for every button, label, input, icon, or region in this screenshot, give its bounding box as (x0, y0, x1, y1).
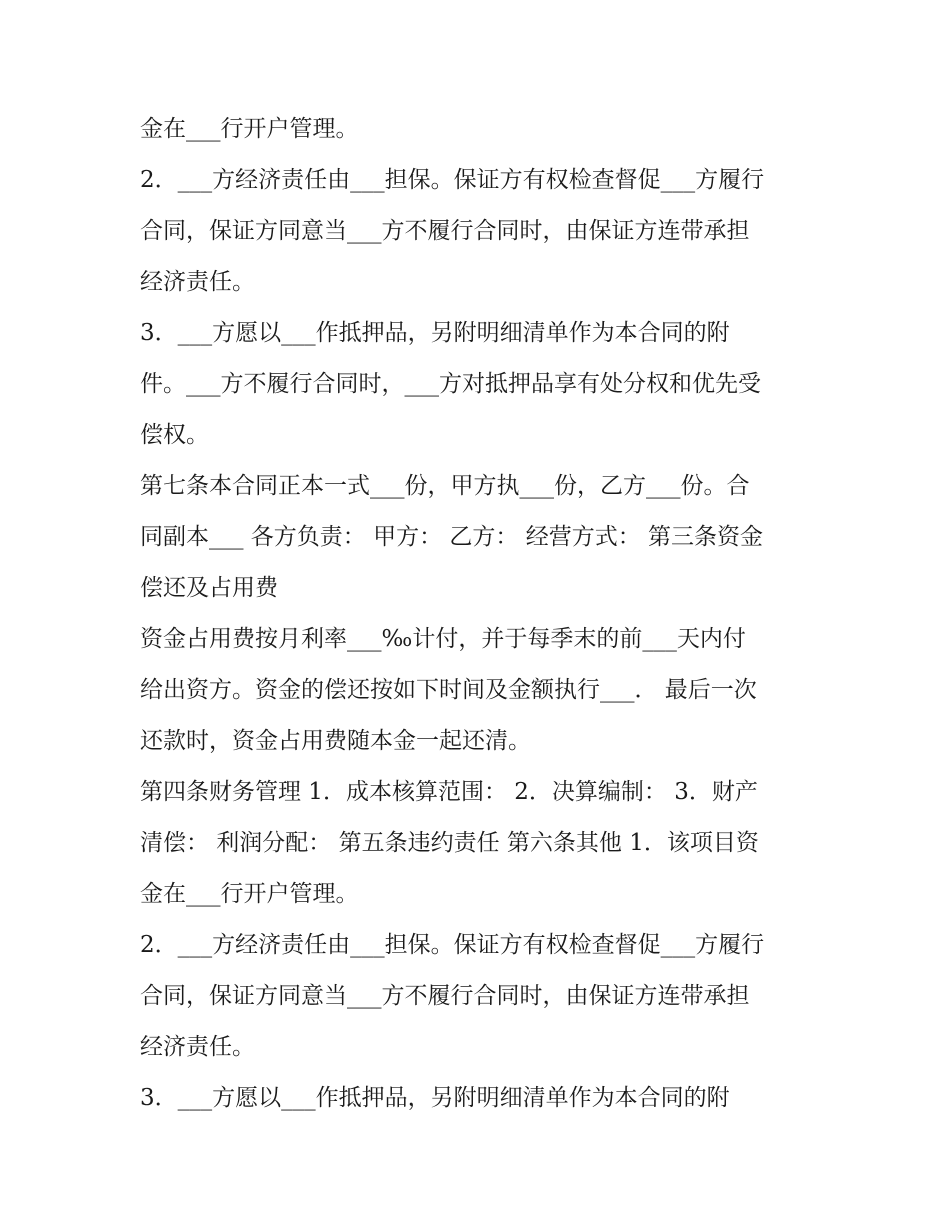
text-line: 资金占用费按月利率___‰计付，并于每季末的前___天内付 (140, 626, 746, 652)
text-line: 3．___方愿以___作抵押品，另附明细清单作为本合同的附 (140, 320, 730, 346)
text-line: 2．___方经济责任由___担保。保证方有权检查督促___方履行 (140, 167, 765, 193)
text-line: 第四条财务管理 1．成本核算范围： 2．决算编制： 3．财产 (140, 779, 758, 805)
text-line: 清偿： 利润分配： 第五条违约责任 第六条其他 1．该项目资 (140, 830, 759, 856)
text-line: 经济责任。 (140, 269, 255, 295)
text-line: 还款时，资金占用费随本金一起还清。 (140, 728, 531, 754)
text-line: 金在___行开户管理。 (140, 881, 359, 907)
text-line: 同副本___ 各方负责： 甲方： 乙方： 经营方式： 第三条资金 (140, 524, 764, 550)
text-line: 2．___方经济责任由___担保。保证方有权检查督促___方履行 (140, 932, 765, 958)
text-line: 件。___方不履行合同时，___方对抵押品享有处分权和优先受 (140, 371, 761, 397)
text-line: 第七条本合同正本一式___份，甲方执___份，乙方___份。合 (140, 473, 750, 499)
text-line: 偿还及占用费 (140, 575, 278, 601)
text-line: 给出资方。资金的偿还按如下时间及金额执行___． 最后一次 (140, 677, 757, 703)
text-line: 3．___方愿以___作抵押品，另附明细清单作为本合同的附 (140, 1085, 730, 1111)
text-line: 合同，保证方同意当___方不履行合同时，由保证方连带承担 (140, 218, 750, 244)
text-line: 合同，保证方同意当___方不履行合同时，由保证方连带承担 (140, 983, 750, 1009)
text-line: 经济责任。 (140, 1034, 255, 1060)
text-line: 金在___行开户管理。 (140, 116, 359, 142)
document-body (140, 104, 820, 1124)
text-line: 偿权。 (140, 422, 209, 448)
